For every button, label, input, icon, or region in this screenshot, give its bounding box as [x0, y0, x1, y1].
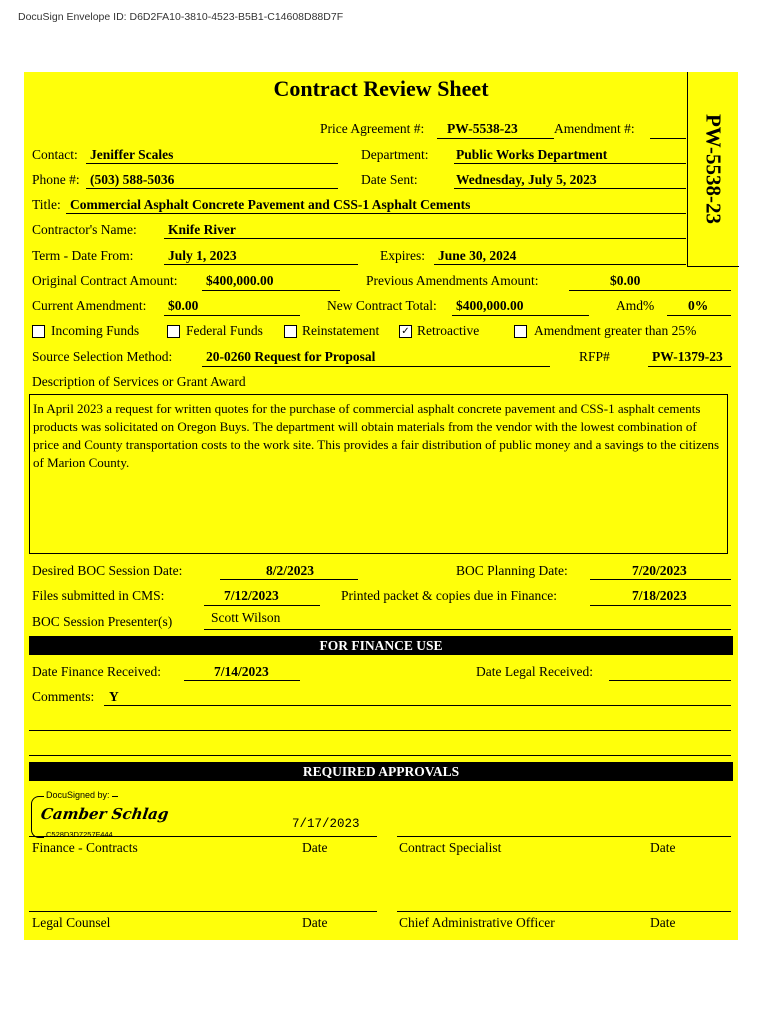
retroactive-label: Retroactive — [417, 323, 480, 338]
date-sent-line — [454, 188, 686, 189]
amd-pct-line — [667, 315, 731, 316]
expires-value[interactable]: June 30, 2024 — [438, 248, 517, 263]
current-amendment-value[interactable]: $0.00 — [168, 298, 199, 313]
cao-line — [397, 911, 731, 912]
presenter-line — [204, 629, 731, 630]
expires-label: Expires: — [380, 248, 425, 263]
date-sent-label: Date Sent: — [361, 172, 418, 187]
source-selection-line — [202, 366, 550, 367]
contract-specialist-label: Contract Specialist — [399, 840, 502, 855]
contractor-label: Contractor's Name: — [32, 222, 137, 237]
files-cms-line — [204, 605, 320, 606]
files-cms-label: Files submitted in CMS: — [32, 588, 165, 603]
legal-counsel-label: Legal Counsel — [32, 915, 111, 930]
presenter-label: BOC Session Presenter(s) — [32, 614, 173, 629]
amendment-label: Amendment #: — [554, 121, 635, 136]
docusigned-by-label: DocuSigned by: — [46, 790, 110, 800]
contact-label: Contact: — [32, 147, 78, 162]
reinstatement-label: Reinstatement — [302, 323, 380, 338]
federal-funds-checkbox[interactable] — [167, 325, 180, 338]
page-title: Contract Review Sheet — [273, 76, 489, 101]
amendment-over-25-label: Amendment greater than 25% — [534, 323, 697, 338]
boc-session-date-line — [220, 579, 358, 580]
envelope-id: DocuSign Envelope ID: D6D2FA10-3810-4523-B5B1-C14608D88D7F — [18, 11, 344, 23]
current-amendment-line — [164, 315, 300, 316]
previous-amendments-value[interactable]: $0.00 — [610, 273, 641, 288]
comments-line-1 — [104, 705, 731, 706]
amd-pct-value[interactable]: 0% — [688, 298, 709, 313]
comments-line-2 — [29, 730, 731, 731]
description-box[interactable] — [29, 394, 728, 554]
date-finance-received-value[interactable]: 7/14/2023 — [214, 664, 269, 679]
term-from-label: Term - Date From: — [32, 248, 134, 263]
printed-packet-line — [590, 605, 731, 606]
comments-label: Comments: — [32, 689, 95, 704]
department-value[interactable]: Public Works Department — [456, 147, 608, 162]
reinstatement-checkbox[interactable] — [284, 325, 297, 338]
retroactive-checkbox[interactable]: ✓ — [399, 325, 412, 338]
description-text: In April 2023 a request for written quotes for the purchase of commercial asphalt concrete pavement and CSS-1 asphalt cements products was solicitated on Oregon Buys. The department will obtain materials from the vendor with the lowest combination of price and County transportation costs to the work site. This provides a fair distribution of public money and a savings to the citizens of Marion County. — [33, 401, 720, 470]
source-selection-label: Source Selection Method: — [32, 349, 173, 364]
signature-id: C528D3D7257F444... — [46, 830, 119, 839]
date-finance-received-line — [184, 680, 300, 681]
amendment-line — [650, 138, 686, 139]
incoming-funds-checkbox[interactable] — [32, 325, 45, 338]
contract-review-sheet — [24, 72, 738, 940]
contact-value[interactable]: Jeniffer Scales — [90, 147, 174, 162]
boc-session-date-value[interactable]: 8/2/2023 — [266, 563, 315, 578]
title-label: Title: — [32, 197, 61, 212]
date-legal-received-line — [609, 680, 731, 681]
date-label-2: Date — [650, 840, 676, 855]
description-label: Description of Services or Grant Award — [32, 374, 246, 389]
price-agreement-line — [437, 138, 554, 139]
department-line — [454, 163, 686, 164]
amendment-over-25-checkbox[interactable] — [514, 325, 527, 338]
original-amount-line — [202, 290, 340, 291]
contact-line — [86, 163, 338, 164]
phone-label: Phone #: — [32, 172, 80, 187]
federal-funds-label: Federal Funds — [186, 323, 263, 338]
source-selection-value[interactable]: 20-0260 Request for Proposal — [206, 349, 376, 364]
rfp-label: RFP# — [579, 349, 610, 364]
new-total-value[interactable]: $400,000.00 — [456, 298, 524, 313]
side-id: PW-5538-23 — [701, 113, 726, 225]
date-label-3: Date — [302, 915, 328, 930]
finance-use-header: FOR FINANCE USE — [29, 636, 733, 655]
current-amendment-label: Current Amendment: — [32, 298, 147, 313]
date-finance-received-label: Date Finance Received: — [32, 664, 161, 679]
phone-line — [86, 188, 338, 189]
finance-contracts-label: Finance - Contracts — [32, 840, 138, 855]
files-cms-value[interactable]: 7/12/2023 — [224, 588, 279, 603]
department-label: Department: — [361, 147, 429, 162]
rfp-line — [648, 366, 731, 367]
amd-pct-label: Amd% — [616, 298, 655, 313]
contractor-value[interactable]: Knife River — [168, 222, 236, 237]
boc-planning-date-line — [590, 579, 731, 580]
boc-session-date-label: Desired BOC Session Date: — [32, 563, 183, 578]
required-approvals-header: REQUIRED APPROVALS — [29, 762, 733, 781]
term-from-value[interactable]: July 1, 2023 — [168, 248, 237, 263]
side-id-box — [687, 72, 739, 267]
presenter-value[interactable]: Scott Wilson — [211, 610, 281, 625]
date-sent-value[interactable]: Wednesday, July 5, 2023 — [456, 172, 597, 187]
date-legal-received-label: Date Legal Received: — [476, 664, 593, 679]
date-label-1: Date — [302, 840, 328, 855]
original-amount-value[interactable]: $400,000.00 — [206, 273, 274, 288]
previous-amendments-label: Previous Amendments Amount: — [366, 273, 539, 288]
comments-line-3 — [29, 755, 731, 756]
boc-planning-date-value[interactable]: 7/20/2023 — [632, 563, 687, 578]
title-value[interactable]: Commercial Asphalt Concrete Pavement and CSS-1 Asphalt Cements — [70, 197, 471, 212]
cao-label: Chief Administrative Officer — [399, 915, 555, 930]
finance-signature-line — [29, 836, 377, 837]
price-agreement-value[interactable]: PW-5538-23 — [447, 121, 518, 136]
comments-value[interactable]: Y — [109, 689, 119, 704]
boc-planning-date-label: BOC Planning Date: — [456, 563, 568, 578]
contract-specialist-line — [397, 836, 731, 837]
date-label-4: Date — [650, 915, 676, 930]
legal-counsel-line — [29, 911, 377, 912]
incoming-funds-label: Incoming Funds — [51, 323, 140, 338]
new-total-line — [452, 315, 589, 316]
printed-packet-label: Printed packet & copies due in Finance: — [341, 588, 557, 603]
title-line — [66, 213, 686, 214]
term-from-line — [164, 264, 358, 265]
expires-line — [434, 264, 686, 265]
phone-value[interactable]: (503) 588-5036 — [90, 172, 175, 187]
new-total-label: New Contract Total: — [327, 298, 437, 313]
finance-signed-date: 7/17/2023 — [292, 817, 360, 831]
printed-packet-value[interactable]: 7/18/2023 — [632, 588, 687, 603]
contractor-line — [164, 238, 686, 239]
previous-amendments-line — [569, 290, 731, 291]
signature-name: Camber Schlag — [39, 805, 170, 823]
rfp-value[interactable]: PW-1379-23 — [652, 349, 723, 364]
price-agreement-label: Price Agreement #: — [320, 121, 425, 136]
original-amount-label: Original Contract Amount: — [32, 273, 178, 288]
